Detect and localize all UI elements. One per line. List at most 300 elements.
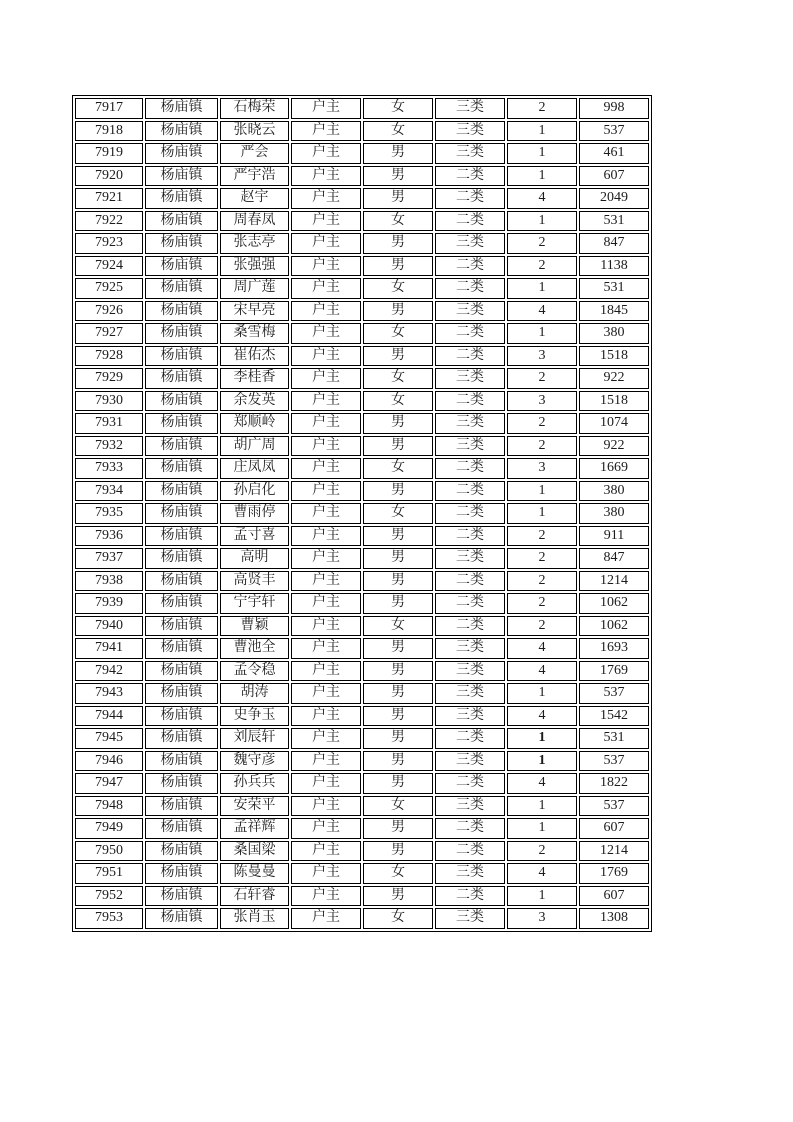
town-cell: 杨庙镇 <box>145 98 218 119</box>
amount-cell: 1214 <box>579 571 649 592</box>
person-name-cell: 严宇浩 <box>220 166 289 187</box>
person-name-cell: 赵宇 <box>220 188 289 209</box>
gender-cell: 男 <box>363 728 433 749</box>
relation-cell: 户主 <box>291 841 361 862</box>
count-cell: 4 <box>507 661 577 682</box>
category-cell: 二类 <box>435 773 505 794</box>
person-name-cell: 孟寸喜 <box>220 526 289 547</box>
category-cell: 三类 <box>435 908 505 929</box>
count-cell: 2 <box>507 548 577 569</box>
town-cell: 杨庙镇 <box>145 661 218 682</box>
category-cell: 二类 <box>435 616 505 637</box>
count-cell: 3 <box>507 908 577 929</box>
category-cell: 三类 <box>435 143 505 164</box>
person-name-cell: 孙兵兵 <box>220 773 289 794</box>
relation-cell: 户主 <box>291 593 361 614</box>
relation-cell: 户主 <box>291 863 361 884</box>
person-name-cell: 石梅荣 <box>220 98 289 119</box>
relation-cell: 户主 <box>291 728 361 749</box>
gender-cell: 女 <box>363 908 433 929</box>
person-name-cell: 张强强 <box>220 256 289 277</box>
amount-cell: 537 <box>579 796 649 817</box>
relation-cell: 户主 <box>291 908 361 929</box>
amount-cell: 847 <box>579 233 649 254</box>
serial-number-cell: 7940 <box>75 616 143 637</box>
person-name-cell: 魏守彦 <box>220 751 289 772</box>
relation-cell: 户主 <box>291 436 361 457</box>
person-name-cell: 郑顺岭 <box>220 413 289 434</box>
relation-cell: 户主 <box>291 706 361 727</box>
serial-number-cell: 7931 <box>75 413 143 434</box>
town-cell: 杨庙镇 <box>145 526 218 547</box>
count-cell: 1 <box>507 278 577 299</box>
relation-cell: 户主 <box>291 143 361 164</box>
table-row <box>75 301 649 322</box>
count-cell: 2 <box>507 571 577 592</box>
serial-number-cell: 7946 <box>75 751 143 772</box>
category-cell: 三类 <box>435 121 505 142</box>
gender-cell: 男 <box>363 593 433 614</box>
town-cell: 杨庙镇 <box>145 368 218 389</box>
table-row <box>75 908 649 929</box>
gender-cell: 女 <box>363 98 433 119</box>
town-cell: 杨庙镇 <box>145 188 218 209</box>
serial-number-cell: 7921 <box>75 188 143 209</box>
count-cell: 2 <box>507 413 577 434</box>
amount-cell: 380 <box>579 481 649 502</box>
gender-cell: 男 <box>363 143 433 164</box>
relation-cell: 户主 <box>291 121 361 142</box>
table-row <box>75 818 649 839</box>
amount-cell: 1214 <box>579 841 649 862</box>
relation-cell: 户主 <box>291 571 361 592</box>
count-cell: 1 <box>507 818 577 839</box>
table-row <box>75 841 649 862</box>
count-cell: 1 <box>507 211 577 232</box>
category-cell: 三类 <box>435 638 505 659</box>
relation-cell: 户主 <box>291 638 361 659</box>
amount-cell: 531 <box>579 278 649 299</box>
amount-cell: 847 <box>579 548 649 569</box>
category-cell: 三类 <box>435 683 505 704</box>
gender-cell: 男 <box>363 818 433 839</box>
count-cell: 2 <box>507 233 577 254</box>
count-cell: 4 <box>507 773 577 794</box>
category-cell: 二类 <box>435 166 505 187</box>
table-row <box>75 886 649 907</box>
gender-cell: 男 <box>363 233 433 254</box>
serial-number-cell: 7950 <box>75 841 143 862</box>
table-row <box>75 503 649 524</box>
table-row <box>75 773 649 794</box>
relation-cell: 户主 <box>291 391 361 412</box>
count-cell: 1 <box>507 751 577 772</box>
count-cell: 2 <box>507 616 577 637</box>
count-cell: 1 <box>507 796 577 817</box>
count-cell: 4 <box>507 301 577 322</box>
serial-number-cell: 7948 <box>75 796 143 817</box>
person-name-cell: 李桂香 <box>220 368 289 389</box>
category-cell: 三类 <box>435 796 505 817</box>
serial-number-cell: 7926 <box>75 301 143 322</box>
amount-cell: 1062 <box>579 593 649 614</box>
gender-cell: 女 <box>363 323 433 344</box>
amount-cell: 380 <box>579 503 649 524</box>
person-name-cell: 刘辰轩 <box>220 728 289 749</box>
serial-number-cell: 7923 <box>75 233 143 254</box>
table-row <box>75 683 649 704</box>
serial-number-cell: 7936 <box>75 526 143 547</box>
table-row <box>75 413 649 434</box>
table-row <box>75 368 649 389</box>
gender-cell: 女 <box>363 121 433 142</box>
amount-cell: 922 <box>579 368 649 389</box>
amount-cell: 1693 <box>579 638 649 659</box>
gender-cell: 女 <box>363 391 433 412</box>
serial-number-cell: 7952 <box>75 886 143 907</box>
amount-cell: 461 <box>579 143 649 164</box>
relation-cell: 户主 <box>291 481 361 502</box>
relation-cell: 户主 <box>291 278 361 299</box>
table-row <box>75 346 649 367</box>
category-cell: 三类 <box>435 98 505 119</box>
person-name-cell: 崔佑杰 <box>220 346 289 367</box>
table-row <box>75 166 649 187</box>
serial-number-cell: 7934 <box>75 481 143 502</box>
gender-cell: 男 <box>363 301 433 322</box>
table-row <box>75 121 649 142</box>
amount-cell: 531 <box>579 211 649 232</box>
gender-cell: 男 <box>363 436 433 457</box>
person-name-cell: 曹颖 <box>220 616 289 637</box>
amount-cell: 607 <box>579 886 649 907</box>
relation-cell: 户主 <box>291 188 361 209</box>
amount-cell: 1845 <box>579 301 649 322</box>
table-row <box>75 661 649 682</box>
table-row <box>75 436 649 457</box>
count-cell: 1 <box>507 886 577 907</box>
relation-cell: 户主 <box>291 683 361 704</box>
gender-cell: 男 <box>363 886 433 907</box>
category-cell: 三类 <box>435 413 505 434</box>
town-cell: 杨庙镇 <box>145 616 218 637</box>
serial-number-cell: 7947 <box>75 773 143 794</box>
relation-cell: 户主 <box>291 368 361 389</box>
serial-number-cell: 7945 <box>75 728 143 749</box>
person-name-cell: 孟令稳 <box>220 661 289 682</box>
town-cell: 杨庙镇 <box>145 706 218 727</box>
town-cell: 杨庙镇 <box>145 908 218 929</box>
table-row <box>75 481 649 502</box>
gender-cell: 女 <box>363 278 433 299</box>
relation-cell: 户主 <box>291 458 361 479</box>
serial-number-cell: 7930 <box>75 391 143 412</box>
category-cell: 二类 <box>435 728 505 749</box>
table-row <box>75 188 649 209</box>
serial-number-cell: 7951 <box>75 863 143 884</box>
gender-cell: 男 <box>363 413 433 434</box>
serial-number-cell: 7938 <box>75 571 143 592</box>
count-cell: 2 <box>507 256 577 277</box>
table-row <box>75 211 649 232</box>
category-cell: 三类 <box>435 548 505 569</box>
town-cell: 杨庙镇 <box>145 818 218 839</box>
person-name-cell: 石轩睿 <box>220 886 289 907</box>
amount-cell: 1062 <box>579 616 649 637</box>
serial-number-cell: 7932 <box>75 436 143 457</box>
serial-number-cell: 7925 <box>75 278 143 299</box>
category-cell: 二类 <box>435 526 505 547</box>
gender-cell: 男 <box>363 188 433 209</box>
town-cell: 杨庙镇 <box>145 503 218 524</box>
person-name-cell: 孙启化 <box>220 481 289 502</box>
category-cell: 二类 <box>435 256 505 277</box>
relation-cell: 户主 <box>291 886 361 907</box>
serial-number-cell: 7929 <box>75 368 143 389</box>
town-cell: 杨庙镇 <box>145 211 218 232</box>
relation-cell: 户主 <box>291 211 361 232</box>
town-cell: 杨庙镇 <box>145 391 218 412</box>
count-cell: 4 <box>507 188 577 209</box>
serial-number-cell: 7953 <box>75 908 143 929</box>
count-cell: 3 <box>507 458 577 479</box>
count-cell: 2 <box>507 841 577 862</box>
table-row <box>75 616 649 637</box>
person-name-cell: 高明 <box>220 548 289 569</box>
person-name-cell: 张晓云 <box>220 121 289 142</box>
town-cell: 杨庙镇 <box>145 346 218 367</box>
town-cell: 杨庙镇 <box>145 166 218 187</box>
amount-cell: 1518 <box>579 391 649 412</box>
category-cell: 二类 <box>435 346 505 367</box>
serial-number-cell: 7942 <box>75 661 143 682</box>
relation-cell: 户主 <box>291 616 361 637</box>
relation-cell: 户主 <box>291 773 361 794</box>
table-row <box>75 458 649 479</box>
person-name-cell: 陈曼曼 <box>220 863 289 884</box>
table-row <box>75 593 649 614</box>
category-cell: 二类 <box>435 481 505 502</box>
table-row <box>75 863 649 884</box>
table-row <box>75 638 649 659</box>
category-cell: 二类 <box>435 458 505 479</box>
serial-number-cell: 7919 <box>75 143 143 164</box>
town-cell: 杨庙镇 <box>145 841 218 862</box>
person-name-cell: 曹雨停 <box>220 503 289 524</box>
table-row <box>75 526 649 547</box>
relation-cell: 户主 <box>291 503 361 524</box>
category-cell: 二类 <box>435 571 505 592</box>
count-cell: 2 <box>507 593 577 614</box>
serial-number-cell: 7924 <box>75 256 143 277</box>
town-cell: 杨庙镇 <box>145 751 218 772</box>
table-row <box>75 706 649 727</box>
gender-cell: 男 <box>363 166 433 187</box>
relation-cell: 户主 <box>291 796 361 817</box>
serial-number-cell: 7941 <box>75 638 143 659</box>
gender-cell: 女 <box>363 458 433 479</box>
count-cell: 3 <box>507 391 577 412</box>
category-cell: 三类 <box>435 751 505 772</box>
table-row <box>75 256 649 277</box>
town-cell: 杨庙镇 <box>145 233 218 254</box>
person-name-cell: 庄凤凤 <box>220 458 289 479</box>
person-name-cell: 胡广周 <box>220 436 289 457</box>
table-row <box>75 796 649 817</box>
serial-number-cell: 7939 <box>75 593 143 614</box>
amount-cell: 2049 <box>579 188 649 209</box>
amount-cell: 537 <box>579 751 649 772</box>
category-cell: 二类 <box>435 503 505 524</box>
amount-cell: 922 <box>579 436 649 457</box>
serial-number-cell: 7918 <box>75 121 143 142</box>
category-cell: 三类 <box>435 863 505 884</box>
count-cell: 1 <box>507 166 577 187</box>
person-name-cell: 桑国梁 <box>220 841 289 862</box>
count-cell: 1 <box>507 728 577 749</box>
gender-cell: 男 <box>363 481 433 502</box>
count-cell: 3 <box>507 346 577 367</box>
town-cell: 杨庙镇 <box>145 796 218 817</box>
household-table-body <box>75 98 649 929</box>
table-row <box>75 98 649 119</box>
town-cell: 杨庙镇 <box>145 458 218 479</box>
amount-cell: 1669 <box>579 458 649 479</box>
town-cell: 杨庙镇 <box>145 121 218 142</box>
person-name-cell: 史争玉 <box>220 706 289 727</box>
gender-cell: 男 <box>363 346 433 367</box>
amount-cell: 1769 <box>579 863 649 884</box>
amount-cell: 607 <box>579 818 649 839</box>
household-table <box>72 95 652 932</box>
gender-cell: 女 <box>363 616 433 637</box>
relation-cell: 户主 <box>291 323 361 344</box>
category-cell: 二类 <box>435 886 505 907</box>
person-name-cell: 安荣平 <box>220 796 289 817</box>
category-cell: 二类 <box>435 841 505 862</box>
town-cell: 杨庙镇 <box>145 593 218 614</box>
count-cell: 2 <box>507 98 577 119</box>
gender-cell: 女 <box>363 796 433 817</box>
serial-number-cell: 7949 <box>75 818 143 839</box>
amount-cell: 1769 <box>579 661 649 682</box>
person-name-cell: 严会 <box>220 143 289 164</box>
town-cell: 杨庙镇 <box>145 301 218 322</box>
serial-number-cell: 7943 <box>75 683 143 704</box>
relation-cell: 户主 <box>291 818 361 839</box>
town-cell: 杨庙镇 <box>145 638 218 659</box>
table-row <box>75 233 649 254</box>
town-cell: 杨庙镇 <box>145 773 218 794</box>
amount-cell: 537 <box>579 121 649 142</box>
town-cell: 杨庙镇 <box>145 413 218 434</box>
gender-cell: 男 <box>363 706 433 727</box>
person-name-cell: 胡涛 <box>220 683 289 704</box>
category-cell: 二类 <box>435 593 505 614</box>
count-cell: 1 <box>507 143 577 164</box>
town-cell: 杨庙镇 <box>145 571 218 592</box>
gender-cell: 男 <box>363 841 433 862</box>
relation-cell: 户主 <box>291 548 361 569</box>
category-cell: 三类 <box>435 661 505 682</box>
serial-number-cell: 7933 <box>75 458 143 479</box>
count-cell: 4 <box>507 863 577 884</box>
category-cell: 三类 <box>435 436 505 457</box>
category-cell: 二类 <box>435 323 505 344</box>
amount-cell: 537 <box>579 683 649 704</box>
town-cell: 杨庙镇 <box>145 256 218 277</box>
person-name-cell: 曹池全 <box>220 638 289 659</box>
serial-number-cell: 7944 <box>75 706 143 727</box>
count-cell: 4 <box>507 706 577 727</box>
amount-cell: 607 <box>579 166 649 187</box>
town-cell: 杨庙镇 <box>145 143 218 164</box>
relation-cell: 户主 <box>291 413 361 434</box>
gender-cell: 男 <box>363 526 433 547</box>
town-cell: 杨庙镇 <box>145 728 218 749</box>
serial-number-cell: 7928 <box>75 346 143 367</box>
amount-cell: 531 <box>579 728 649 749</box>
table-row <box>75 548 649 569</box>
town-cell: 杨庙镇 <box>145 481 218 502</box>
category-cell: 三类 <box>435 233 505 254</box>
gender-cell: 女 <box>363 863 433 884</box>
gender-cell: 女 <box>363 503 433 524</box>
person-name-cell: 宋早亮 <box>220 301 289 322</box>
amount-cell: 998 <box>579 98 649 119</box>
relation-cell: 户主 <box>291 751 361 772</box>
table-row <box>75 751 649 772</box>
person-name-cell: 张肖玉 <box>220 908 289 929</box>
town-cell: 杨庙镇 <box>145 548 218 569</box>
serial-number-cell: 7917 <box>75 98 143 119</box>
amount-cell: 1138 <box>579 256 649 277</box>
gender-cell: 男 <box>363 548 433 569</box>
amount-cell: 1518 <box>579 346 649 367</box>
count-cell: 1 <box>507 683 577 704</box>
amount-cell: 1822 <box>579 773 649 794</box>
count-cell: 4 <box>507 638 577 659</box>
town-cell: 杨庙镇 <box>145 278 218 299</box>
amount-cell: 380 <box>579 323 649 344</box>
table-row <box>75 571 649 592</box>
gender-cell: 女 <box>363 211 433 232</box>
person-name-cell: 周广莲 <box>220 278 289 299</box>
amount-cell: 1074 <box>579 413 649 434</box>
category-cell: 二类 <box>435 391 505 412</box>
amount-cell: 1308 <box>579 908 649 929</box>
serial-number-cell: 7935 <box>75 503 143 524</box>
person-name-cell: 孟祥辉 <box>220 818 289 839</box>
count-cell: 1 <box>507 323 577 344</box>
town-cell: 杨庙镇 <box>145 683 218 704</box>
count-cell: 2 <box>507 436 577 457</box>
count-cell: 2 <box>507 526 577 547</box>
relation-cell: 户主 <box>291 346 361 367</box>
person-name-cell: 桑雪梅 <box>220 323 289 344</box>
category-cell: 三类 <box>435 368 505 389</box>
relation-cell: 户主 <box>291 526 361 547</box>
gender-cell: 男 <box>363 683 433 704</box>
town-cell: 杨庙镇 <box>145 863 218 884</box>
serial-number-cell: 7937 <box>75 548 143 569</box>
category-cell: 二类 <box>435 278 505 299</box>
count-cell: 1 <box>507 503 577 524</box>
count-cell: 1 <box>507 121 577 142</box>
town-cell: 杨庙镇 <box>145 323 218 344</box>
table-row <box>75 143 649 164</box>
person-name-cell: 张志亭 <box>220 233 289 254</box>
